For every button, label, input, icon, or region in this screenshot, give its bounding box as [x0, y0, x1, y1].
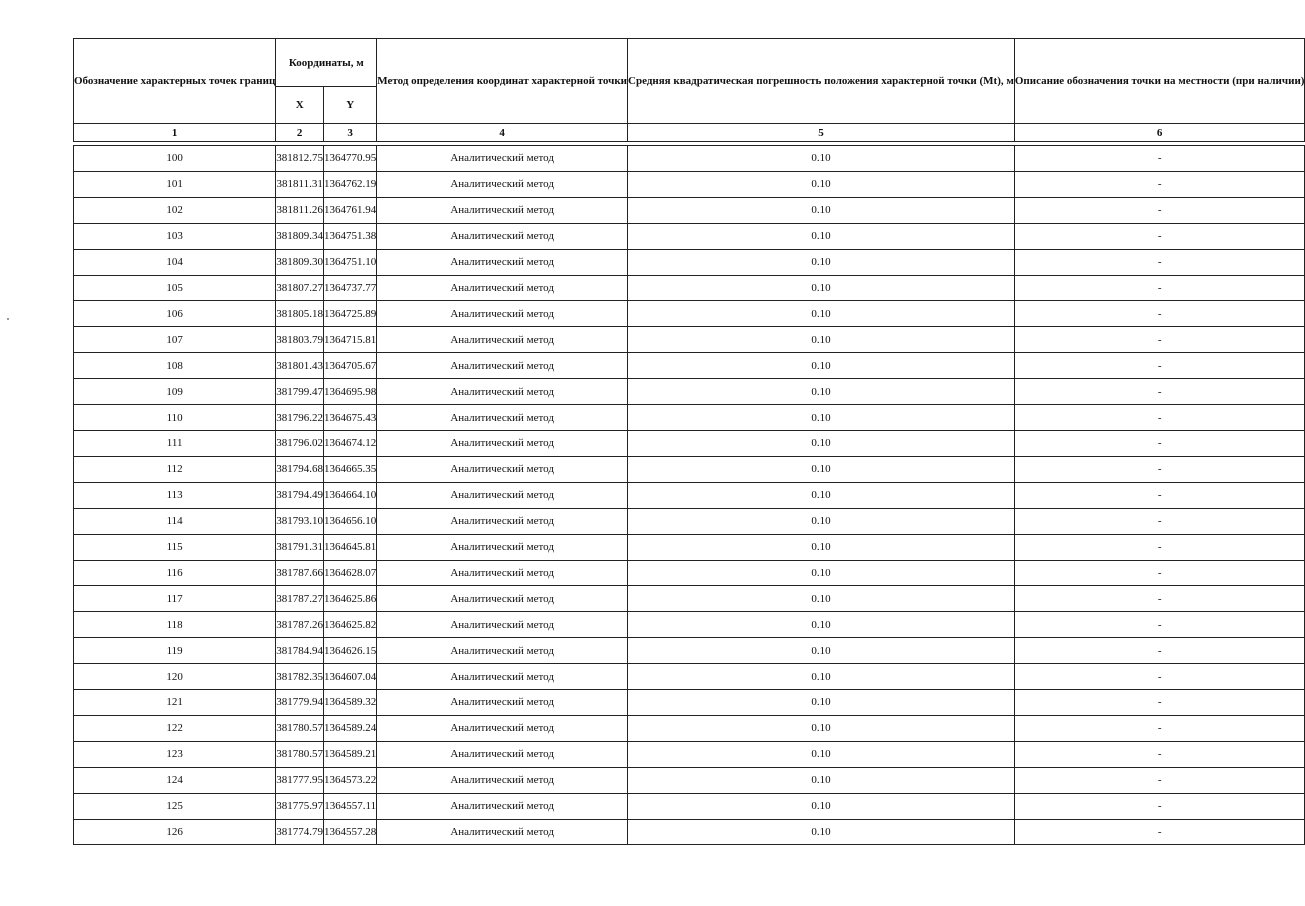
table-body [74, 146, 1305, 845]
description-cell: - [1014, 638, 1305, 664]
point-id-cell: 122 [74, 715, 276, 741]
description-cell: - [1014, 301, 1305, 327]
description-cell: - [1014, 586, 1305, 612]
x-coordinate-cell: 381807.27 [276, 275, 324, 301]
method-cell: Аналитический метод [377, 586, 628, 612]
table-row [74, 482, 1305, 508]
accuracy-cell: 0.10 [628, 586, 1015, 612]
x-coordinate-cell: 381777.95 [276, 767, 324, 793]
accuracy-cell: 0.10 [628, 146, 1015, 172]
y-coordinate-cell: 1364625.86 [324, 586, 377, 612]
accuracy-cell: 0.10 [628, 793, 1015, 819]
table-row [74, 819, 1305, 845]
y-coordinate-cell: 1364589.32 [324, 690, 377, 716]
table-row [74, 560, 1305, 586]
point-id-cell: 110 [74, 405, 276, 431]
accuracy-cell: 0.10 [628, 508, 1015, 534]
description-cell: - [1014, 146, 1305, 172]
method-cell: Аналитический метод [377, 353, 628, 379]
method-cell: Аналитический метод [377, 301, 628, 327]
description-cell: - [1014, 327, 1305, 353]
method-cell: Аналитический метод [377, 197, 628, 223]
method-cell: Аналитический метод [377, 767, 628, 793]
table-row [74, 741, 1305, 767]
point-id-cell: 106 [74, 301, 276, 327]
column-number: 2 [276, 124, 324, 142]
method-cell: Аналитический метод [377, 146, 628, 172]
y-coordinate-cell: 1364770.95 [324, 146, 377, 172]
description-cell: - [1014, 482, 1305, 508]
point-id-cell: 126 [74, 819, 276, 845]
point-id-cell: 125 [74, 793, 276, 819]
description-cell: - [1014, 223, 1305, 249]
x-coordinate-cell: 381787.66 [276, 560, 324, 586]
accuracy-cell: 0.10 [628, 560, 1015, 586]
method-cell: Аналитический метод [377, 819, 628, 845]
column-number: 1 [74, 124, 276, 142]
method-cell: Аналитический метод [377, 275, 628, 301]
y-coordinate-cell: 1364695.98 [324, 379, 377, 405]
table-row [74, 586, 1305, 612]
accuracy-cell: 0.10 [628, 379, 1015, 405]
table-row [74, 430, 1305, 456]
point-id-cell: 102 [74, 197, 276, 223]
description-cell: - [1014, 560, 1305, 586]
accuracy-cell: 0.10 [628, 819, 1015, 845]
point-id-cell: 100 [74, 146, 276, 172]
table-row [74, 223, 1305, 249]
x-coordinate-cell: 381809.30 [276, 249, 324, 275]
table-row [74, 353, 1305, 379]
x-coordinate-cell: 381774.79 [276, 819, 324, 845]
accuracy-cell: 0.10 [628, 715, 1015, 741]
x-coordinate-cell: 381780.57 [276, 741, 324, 767]
description-cell: - [1014, 690, 1305, 716]
description-cell: - [1014, 275, 1305, 301]
table-row [74, 456, 1305, 482]
point-id-cell: 123 [74, 741, 276, 767]
description-cell: - [1014, 379, 1305, 405]
x-coordinate-cell: 381796.02 [276, 430, 324, 456]
method-cell: Аналитический метод [377, 171, 628, 197]
description-cell: - [1014, 353, 1305, 379]
x-coordinate-cell: 381794.49 [276, 482, 324, 508]
x-coordinate-cell: 381784.94 [276, 638, 324, 664]
method-cell: Аналитический метод [377, 560, 628, 586]
description-cell: - [1014, 715, 1305, 741]
y-coordinate-cell: 1364664.10 [324, 482, 377, 508]
x-coordinate-cell: 381779.94 [276, 690, 324, 716]
column-number: 4 [377, 124, 628, 142]
y-coordinate-cell: 1364674.12 [324, 430, 377, 456]
point-id-cell: 120 [74, 664, 276, 690]
accuracy-cell: 0.10 [628, 534, 1015, 560]
x-coordinate-cell: 381803.79 [276, 327, 324, 353]
x-coordinate-cell: 381801.43 [276, 353, 324, 379]
accuracy-cell: 0.10 [628, 482, 1015, 508]
table-row [74, 715, 1305, 741]
accuracy-cell: 0.10 [628, 171, 1015, 197]
x-coordinate-cell: 381775.97 [276, 793, 324, 819]
x-coordinate-cell: 381811.31 [276, 171, 324, 197]
table-row [74, 664, 1305, 690]
accuracy-cell: 0.10 [628, 197, 1015, 223]
accuracy-cell: 0.10 [628, 223, 1015, 249]
description-cell: - [1014, 664, 1305, 690]
accuracy-cell: 0.10 [628, 741, 1015, 767]
accuracy-cell: 0.10 [628, 301, 1015, 327]
scan-speck [7, 318, 9, 320]
description-cell: - [1014, 171, 1305, 197]
y-coordinate-cell: 1364737.77 [324, 275, 377, 301]
accuracy-cell: 0.10 [628, 664, 1015, 690]
method-cell: Аналитический метод [377, 638, 628, 664]
y-coordinate-cell: 1364751.10 [324, 249, 377, 275]
column-number-row [74, 124, 1305, 142]
point-id-cell: 118 [74, 612, 276, 638]
y-coordinate-cell: 1364557.28 [324, 819, 377, 845]
x-coordinate-cell: 381796.22 [276, 405, 324, 431]
accuracy-cell: 0.10 [628, 353, 1015, 379]
header-row [74, 39, 1305, 87]
table-row [74, 301, 1305, 327]
description-cell: - [1014, 767, 1305, 793]
point-id-cell: 124 [74, 767, 276, 793]
x-coordinate-cell: 381787.27 [276, 586, 324, 612]
description-cell: - [1014, 430, 1305, 456]
description-cell: - [1014, 534, 1305, 560]
coordinates-table [73, 38, 1305, 845]
table-row [74, 197, 1305, 223]
x-header: X [276, 87, 324, 124]
method-cell: Аналитический метод [377, 612, 628, 638]
table-row [74, 534, 1305, 560]
y-coordinate-cell: 1364645.81 [324, 534, 377, 560]
column-number: 6 [1014, 124, 1305, 142]
table-row [74, 405, 1305, 431]
column-number: 3 [324, 124, 377, 142]
method-cell: Аналитический метод [377, 379, 628, 405]
table-row [74, 612, 1305, 638]
description-cell: - [1014, 197, 1305, 223]
y-coordinate-cell: 1364762.19 [324, 171, 377, 197]
y-header: Y [324, 87, 377, 124]
method-cell: Аналитический метод [377, 482, 628, 508]
accuracy-cell: 0.10 [628, 430, 1015, 456]
x-coordinate-cell: 381782.35 [276, 664, 324, 690]
accuracy-header: Средняя квадратическая погрешность положения характерной точки (Mt), м [628, 39, 1015, 124]
y-coordinate-cell: 1364761.94 [324, 197, 377, 223]
method-header: Метод определения координат характерной точки [377, 39, 628, 124]
y-coordinate-cell: 1364675.43 [324, 405, 377, 431]
y-coordinate-cell: 1364607.04 [324, 664, 377, 690]
method-cell: Аналитический метод [377, 690, 628, 716]
table-row [74, 275, 1305, 301]
y-coordinate-cell: 1364573.22 [324, 767, 377, 793]
point-id-cell: 104 [74, 249, 276, 275]
point-id-cell: 113 [74, 482, 276, 508]
x-coordinate-cell: 381812.75 [276, 146, 324, 172]
method-cell: Аналитический метод [377, 715, 628, 741]
accuracy-cell: 0.10 [628, 249, 1015, 275]
description-cell: - [1014, 819, 1305, 845]
y-coordinate-cell: 1364751.38 [324, 223, 377, 249]
method-cell: Аналитический метод [377, 741, 628, 767]
table-row [74, 508, 1305, 534]
accuracy-cell: 0.10 [628, 327, 1015, 353]
method-cell: Аналитический метод [377, 534, 628, 560]
accuracy-cell: 0.10 [628, 690, 1015, 716]
y-coordinate-cell: 1364656.10 [324, 508, 377, 534]
y-coordinate-cell: 1364557.11 [324, 793, 377, 819]
x-coordinate-cell: 381811.26 [276, 197, 324, 223]
point-id-cell: 111 [74, 430, 276, 456]
point-id-cell: 103 [74, 223, 276, 249]
table-row [74, 379, 1305, 405]
point-id-cell: 108 [74, 353, 276, 379]
method-cell: Аналитический метод [377, 249, 628, 275]
point-id-cell: 107 [74, 327, 276, 353]
table-row [74, 249, 1305, 275]
description-cell: - [1014, 405, 1305, 431]
method-cell: Аналитический метод [377, 223, 628, 249]
x-coordinate-cell: 381780.57 [276, 715, 324, 741]
y-coordinate-cell: 1364625.82 [324, 612, 377, 638]
table-row [74, 767, 1305, 793]
table-row [74, 327, 1305, 353]
column-number: 5 [628, 124, 1015, 142]
y-coordinate-cell: 1364589.24 [324, 715, 377, 741]
table-row [74, 793, 1305, 819]
point-id-cell: 121 [74, 690, 276, 716]
table-row [74, 146, 1305, 172]
method-cell: Аналитический метод [377, 664, 628, 690]
accuracy-cell: 0.10 [628, 767, 1015, 793]
table-row [74, 690, 1305, 716]
y-coordinate-cell: 1364705.67 [324, 353, 377, 379]
description-cell: - [1014, 741, 1305, 767]
point-id-cell: 101 [74, 171, 276, 197]
method-cell: Аналитический метод [377, 430, 628, 456]
accuracy-cell: 0.10 [628, 275, 1015, 301]
y-coordinate-cell: 1364665.35 [324, 456, 377, 482]
table-row [74, 638, 1305, 664]
point-id-cell: 112 [74, 456, 276, 482]
point-id-cell: 115 [74, 534, 276, 560]
description-cell: - [1014, 612, 1305, 638]
x-coordinate-cell: 381799.47 [276, 379, 324, 405]
x-coordinate-cell: 381794.68 [276, 456, 324, 482]
point-designation-header: Обозначение характерных точек границ [74, 39, 276, 124]
description-header: Описание обозначения точки на местности (при наличии) [1014, 39, 1305, 124]
x-coordinate-cell: 381809.34 [276, 223, 324, 249]
accuracy-cell: 0.10 [628, 612, 1015, 638]
y-coordinate-cell: 1364725.89 [324, 301, 377, 327]
x-coordinate-cell: 381793.10 [276, 508, 324, 534]
method-cell: Аналитический метод [377, 456, 628, 482]
accuracy-cell: 0.10 [628, 638, 1015, 664]
description-cell: - [1014, 508, 1305, 534]
point-id-cell: 119 [74, 638, 276, 664]
accuracy-cell: 0.10 [628, 405, 1015, 431]
point-id-cell: 114 [74, 508, 276, 534]
description-cell: - [1014, 249, 1305, 275]
table-row [74, 171, 1305, 197]
point-id-cell: 105 [74, 275, 276, 301]
x-coordinate-cell: 381787.26 [276, 612, 324, 638]
accuracy-cell: 0.10 [628, 456, 1015, 482]
y-coordinate-cell: 1364589.21 [324, 741, 377, 767]
x-coordinate-cell: 381805.18 [276, 301, 324, 327]
description-cell: - [1014, 793, 1305, 819]
point-id-cell: 109 [74, 379, 276, 405]
y-coordinate-cell: 1364626.15 [324, 638, 377, 664]
y-coordinate-cell: 1364628.07 [324, 560, 377, 586]
point-id-cell: 117 [74, 586, 276, 612]
x-coordinate-cell: 381791.31 [276, 534, 324, 560]
method-cell: Аналитический метод [377, 405, 628, 431]
point-id-cell: 116 [74, 560, 276, 586]
y-coordinate-cell: 1364715.81 [324, 327, 377, 353]
method-cell: Аналитический метод [377, 327, 628, 353]
method-cell: Аналитический метод [377, 508, 628, 534]
method-cell: Аналитический метод [377, 793, 628, 819]
coordinates-header: Координаты, м [276, 39, 377, 87]
description-cell: - [1014, 456, 1305, 482]
